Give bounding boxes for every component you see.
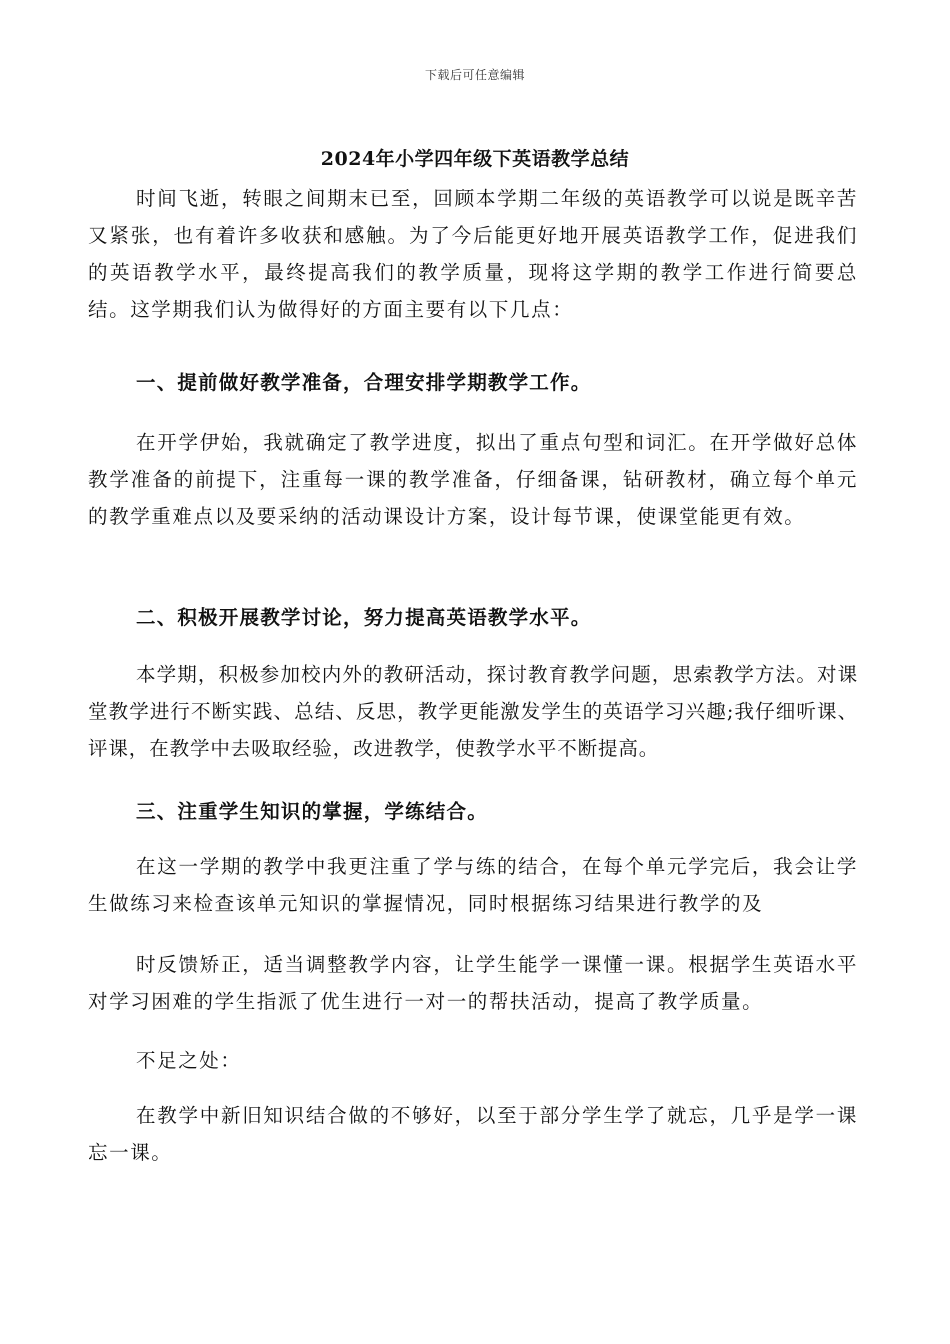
section-2-paragraph: 本学期，积极参加校内外的教研活动，探讨教育教学问题，思索教学方法。对课堂教学进行不断实践、总结、反思，教学更能激发学生的英语学习兴趣;我仔细听课、评课，在教学中去吸取经验，改进教学，使教学水平不断提高。: [88, 663, 858, 760]
document-title: 2024年小学四年级下英语教学总结: [320, 148, 630, 170]
section-1-paragraph: 在开学伊始，我就确定了教学进度，拟出了重点句型和词汇。在开学做好总体教学准备的前提下，注重每一课的教学准备，仔细备课，钻研教材，确立每个单元的教学重难点以及要采纳的活动课设计方案，设计每节课，使课堂能更有效。: [88, 431, 858, 528]
section-3-paragraph-part2: 时反馈矫正，适当调整教学内容，让学生能学一课懂一课。根据学生英语水平对学习困难的学生指派了优生进行一对一的帮扶活动，提高了教学质量。: [88, 953, 858, 1013]
section-3-paragraph-part1: 在这一学期的教学中我更注重了学与练的结合，在每个单元学完后，我会让学生做练习来检查该单元知识的掌握情况，同时根据练习结果进行教学的及: [88, 855, 858, 915]
shortcomings-label: 不足之处：: [136, 1049, 242, 1072]
section-3-heading: 三、注重学生知识的掌握，学练结合。: [136, 800, 488, 823]
section-2-heading: 二、积极开展教学讨论，努力提高英语教学水平。: [136, 606, 592, 629]
intro-paragraph: 时间飞逝，转眼之间期末已至，回顾本学期二年级的英语教学可以说是既辛苦又紧张，也有着许多收获和感触。为了今后能更好地开展英语教学工作，促进我们的英语教学水平，最终提高我们的教学质量，现将这学期的教学工作进行简要总结。这学期我们认为做得好的方面主要有以下几点：: [88, 187, 858, 321]
shortcomings-paragraph: 在教学中新旧知识结合做的不够好，以至于部分学生学了就忘，几乎是学一课忘一课。: [88, 1104, 858, 1164]
header-note: 下载后可任意编辑: [424, 68, 525, 82]
section-1-heading: 一、提前做好教学准备，合理安排学期教学工作。: [136, 371, 592, 394]
